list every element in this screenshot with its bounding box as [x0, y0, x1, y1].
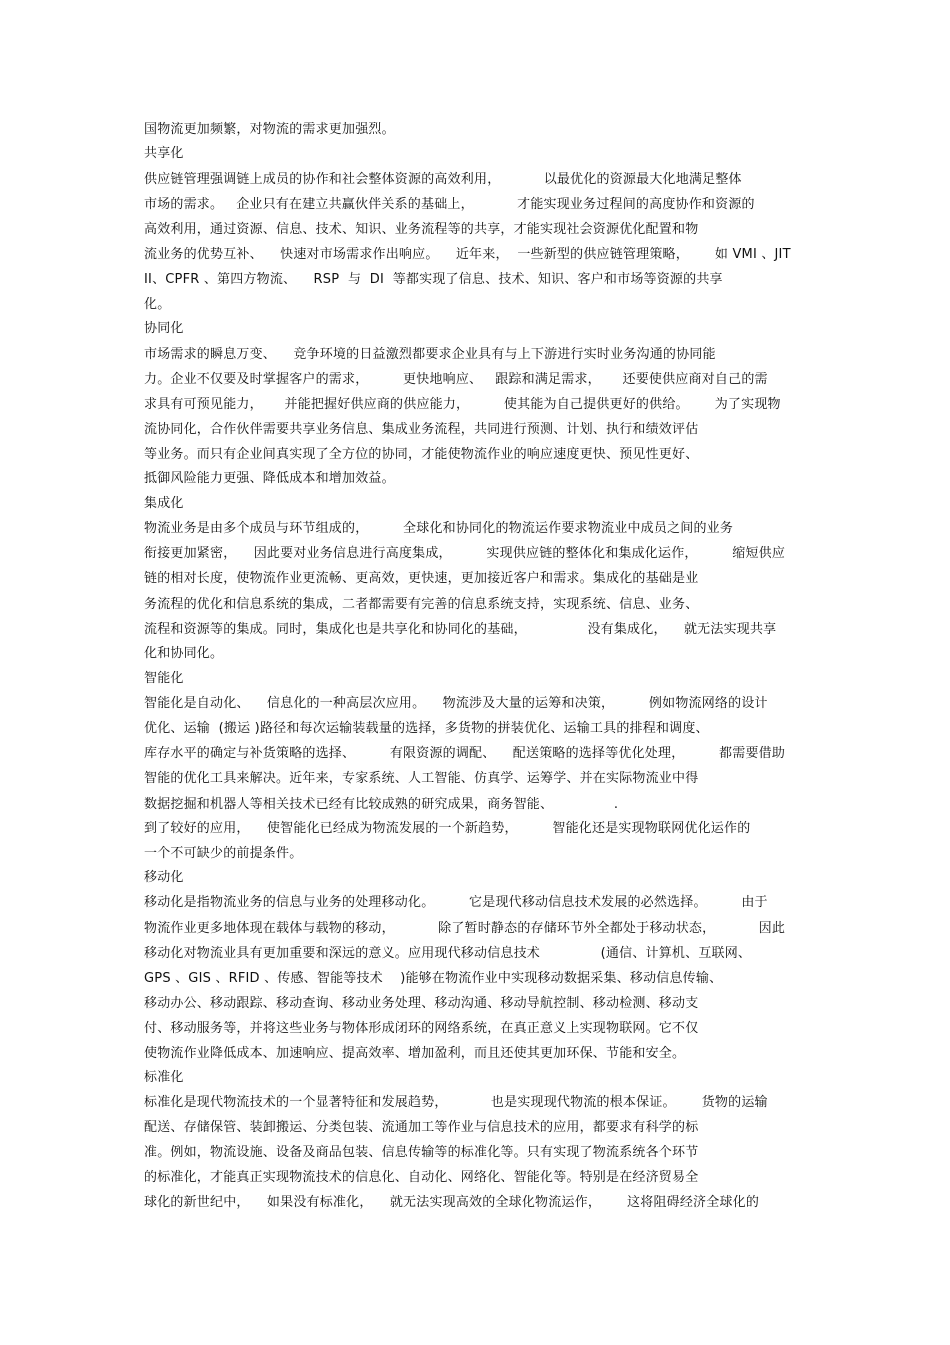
text-line: II、CPFR 、第四方物流、 RSP 与 DI 等都实现了信息、技术、知识、客户和市场等资源的共享 — [144, 272, 723, 287]
section-heading-mobility: 移动化 — [144, 870, 184, 885]
text-line: 到了较好的应用， 使智能化已经成为物流发展的一个新趋势， 智能化还是实现物联网优化运作的 — [144, 821, 751, 836]
text-line: 智能的优化工具来解决。近年来，专家系统、人工智能、仿真学、运筹学、并在实际物流业中得 — [144, 771, 699, 786]
text-line: 高效利用，通过资源、信息、技术、知识、业务流程等的共享，才能实现社会资源优化配置和物 — [144, 222, 699, 237]
text-line: 优化、运输 (搬运 )路径和每次运输装载量的选择，多货物的拼装优化、运输工具的排程和调度、 — [144, 721, 709, 736]
text-line: 流程和资源等的集成。同时，集成化也是共享化和协同化的基础， 没有集成化， 就无法实现共享 — [144, 622, 777, 637]
text-line: 市场需求的瞬息万变、 竞争环境的日益激烈都要求企业具有与上下游进行实时业务沟通的协同能 — [144, 347, 716, 362]
text-line: 智能化是自动化、 信息化的一种高层次应用。 物流涉及大量的运筹和决策， 例如物流网络的设计 — [144, 696, 768, 711]
text-line: 流协同化，合作伙伴需要共享业务信息、集成业务流程，共同进行预测、计划、执行和绩效评估 — [144, 422, 699, 437]
section-heading-standardization: 标准化 — [144, 1070, 184, 1085]
text-line: 化和协同化。 — [144, 646, 224, 661]
text-line: 等业务。而只有企业间真实现了全方位的协同，才能使物流作业的响应速度更快、预见性更好、 — [144, 447, 699, 462]
text-line: 移动化是指物流业务的信息与业务的处理移动化。 它是现代移动信息技术发展的必然选择。 由于 — [144, 895, 768, 910]
text-line: 链的相对长度，使物流作业更流畅、更高效，更快速，更加接近客户和需求。集成化的基础是业 — [144, 571, 699, 586]
text-line: 库存水平的确定与补货策略的选择、 有限资源的调配、 配送策略的选择等优化处理， 都需要借助 — [144, 746, 786, 761]
text-line: 市场的需求。 企业只有在建立共赢伙伴关系的基础上， 才能实现业务过程间的高度协作和资源的 — [144, 197, 755, 212]
text-line: 抵御风险能力更强、降低成本和增加效益。 — [144, 471, 395, 486]
text-line: 供应链管理强调链上成员的协作和社会整体资源的高效利用， 以最优化的资源最大化地满足整体 — [144, 172, 742, 187]
text-line: 球化的新世纪中， 如果没有标准化， 就无法实现高效的全球化物流运作， 这将阻碍经济全球化的 — [144, 1195, 760, 1210]
text-line: 的标准化，才能真正实现物流技术的信息化、自动化、网络化、智能化等。特别是在经济贸易全 — [144, 1170, 699, 1185]
text-line: 准。例如，物流设施、设备及商品包装、信息传输等的标准化等。只有实现了物流系统各个环节 — [144, 1145, 699, 1160]
text-line: 力。企业不仅要及时掌握客户的需求， 更快地响应、 跟踪和满足需求， 还要使供应商对自己的需 — [144, 372, 768, 387]
section-heading-integration: 集成化 — [144, 496, 184, 511]
text-line: 移动化对物流业具有更加重要和深远的意义。应用现代移动信息技术 (通信、计算机、互联网、 — [144, 946, 752, 961]
text-line: 国物流更加频繁，对物流的需求更加强烈。 — [144, 122, 395, 137]
section-heading-intelligence: 智能化 — [144, 671, 184, 686]
text-line: 务流程的优化和信息系统的集成，二者都需要有完善的信息系统支持，实现系统、信息、业务、 — [144, 597, 699, 612]
text-line: 流业务的优势互补、 快速对市场需求作出响应。 近年来， 一些新型的供应链管理策略， 如 VMI 、JIT — [144, 247, 791, 262]
text-line: 数据挖掘和机器人等相关技术已经有比较成熟的研究成果，商务智能、 . — [144, 797, 619, 812]
text-line: 一个不可缺少的前提条件。 — [144, 846, 303, 861]
text-line: 物流业务是由多个成员与环节组成的， 全球化和协同化的物流运作要求物流业中成员之间的业务 — [144, 521, 734, 536]
text-line: GPS 、GIS 、RFID 、传感、智能等技术 )能够在物流作业中实现移动数据采集、移动信息传输、 — [144, 971, 723, 986]
section-heading-sharing: 共享化 — [144, 146, 184, 161]
text-line: 移动办公、移动跟踪、移动查询、移动业务处理、移动沟通、移动导航控制、移动检测、移动支 — [144, 996, 699, 1011]
text-line: 衔接更加紧密， 因此要对业务信息进行高度集成， 实现供应链的整体化和集成化运作， 缩短供应 — [144, 546, 786, 561]
text-line: 化。 — [144, 297, 171, 312]
text-line: 标准化是现代物流技术的一个显著特征和发展趋势， 也是实现现代物流的根本保证。 货物的运输 — [144, 1095, 768, 1110]
text-line: 付、移动服务等，并将这些业务与物体形成闭环的网络系统，在真正意义上实现物联网。它不仅 — [144, 1021, 699, 1036]
section-heading-collaboration: 协同化 — [144, 321, 184, 336]
text-line: 使物流作业降低成本、加速响应、提高效率、增加盈利，而且还使其更加环保、节能和安全。 — [144, 1046, 686, 1061]
text-line: 求具有可预见能力， 并能把握好供应商的供应能力， 使其能为自己提供更好的供给。 为了实现物 — [144, 397, 781, 412]
text-line: 配送、存储保管、装卸搬运、分类包装、流通加工等作业与信息技术的应用，都要求有科学的标 — [144, 1120, 699, 1135]
text-line: 物流作业更多地体现在载体与载物的移动， 除了暂时静态的存储环节外全都处于移动状态， 因此 — [144, 921, 786, 936]
